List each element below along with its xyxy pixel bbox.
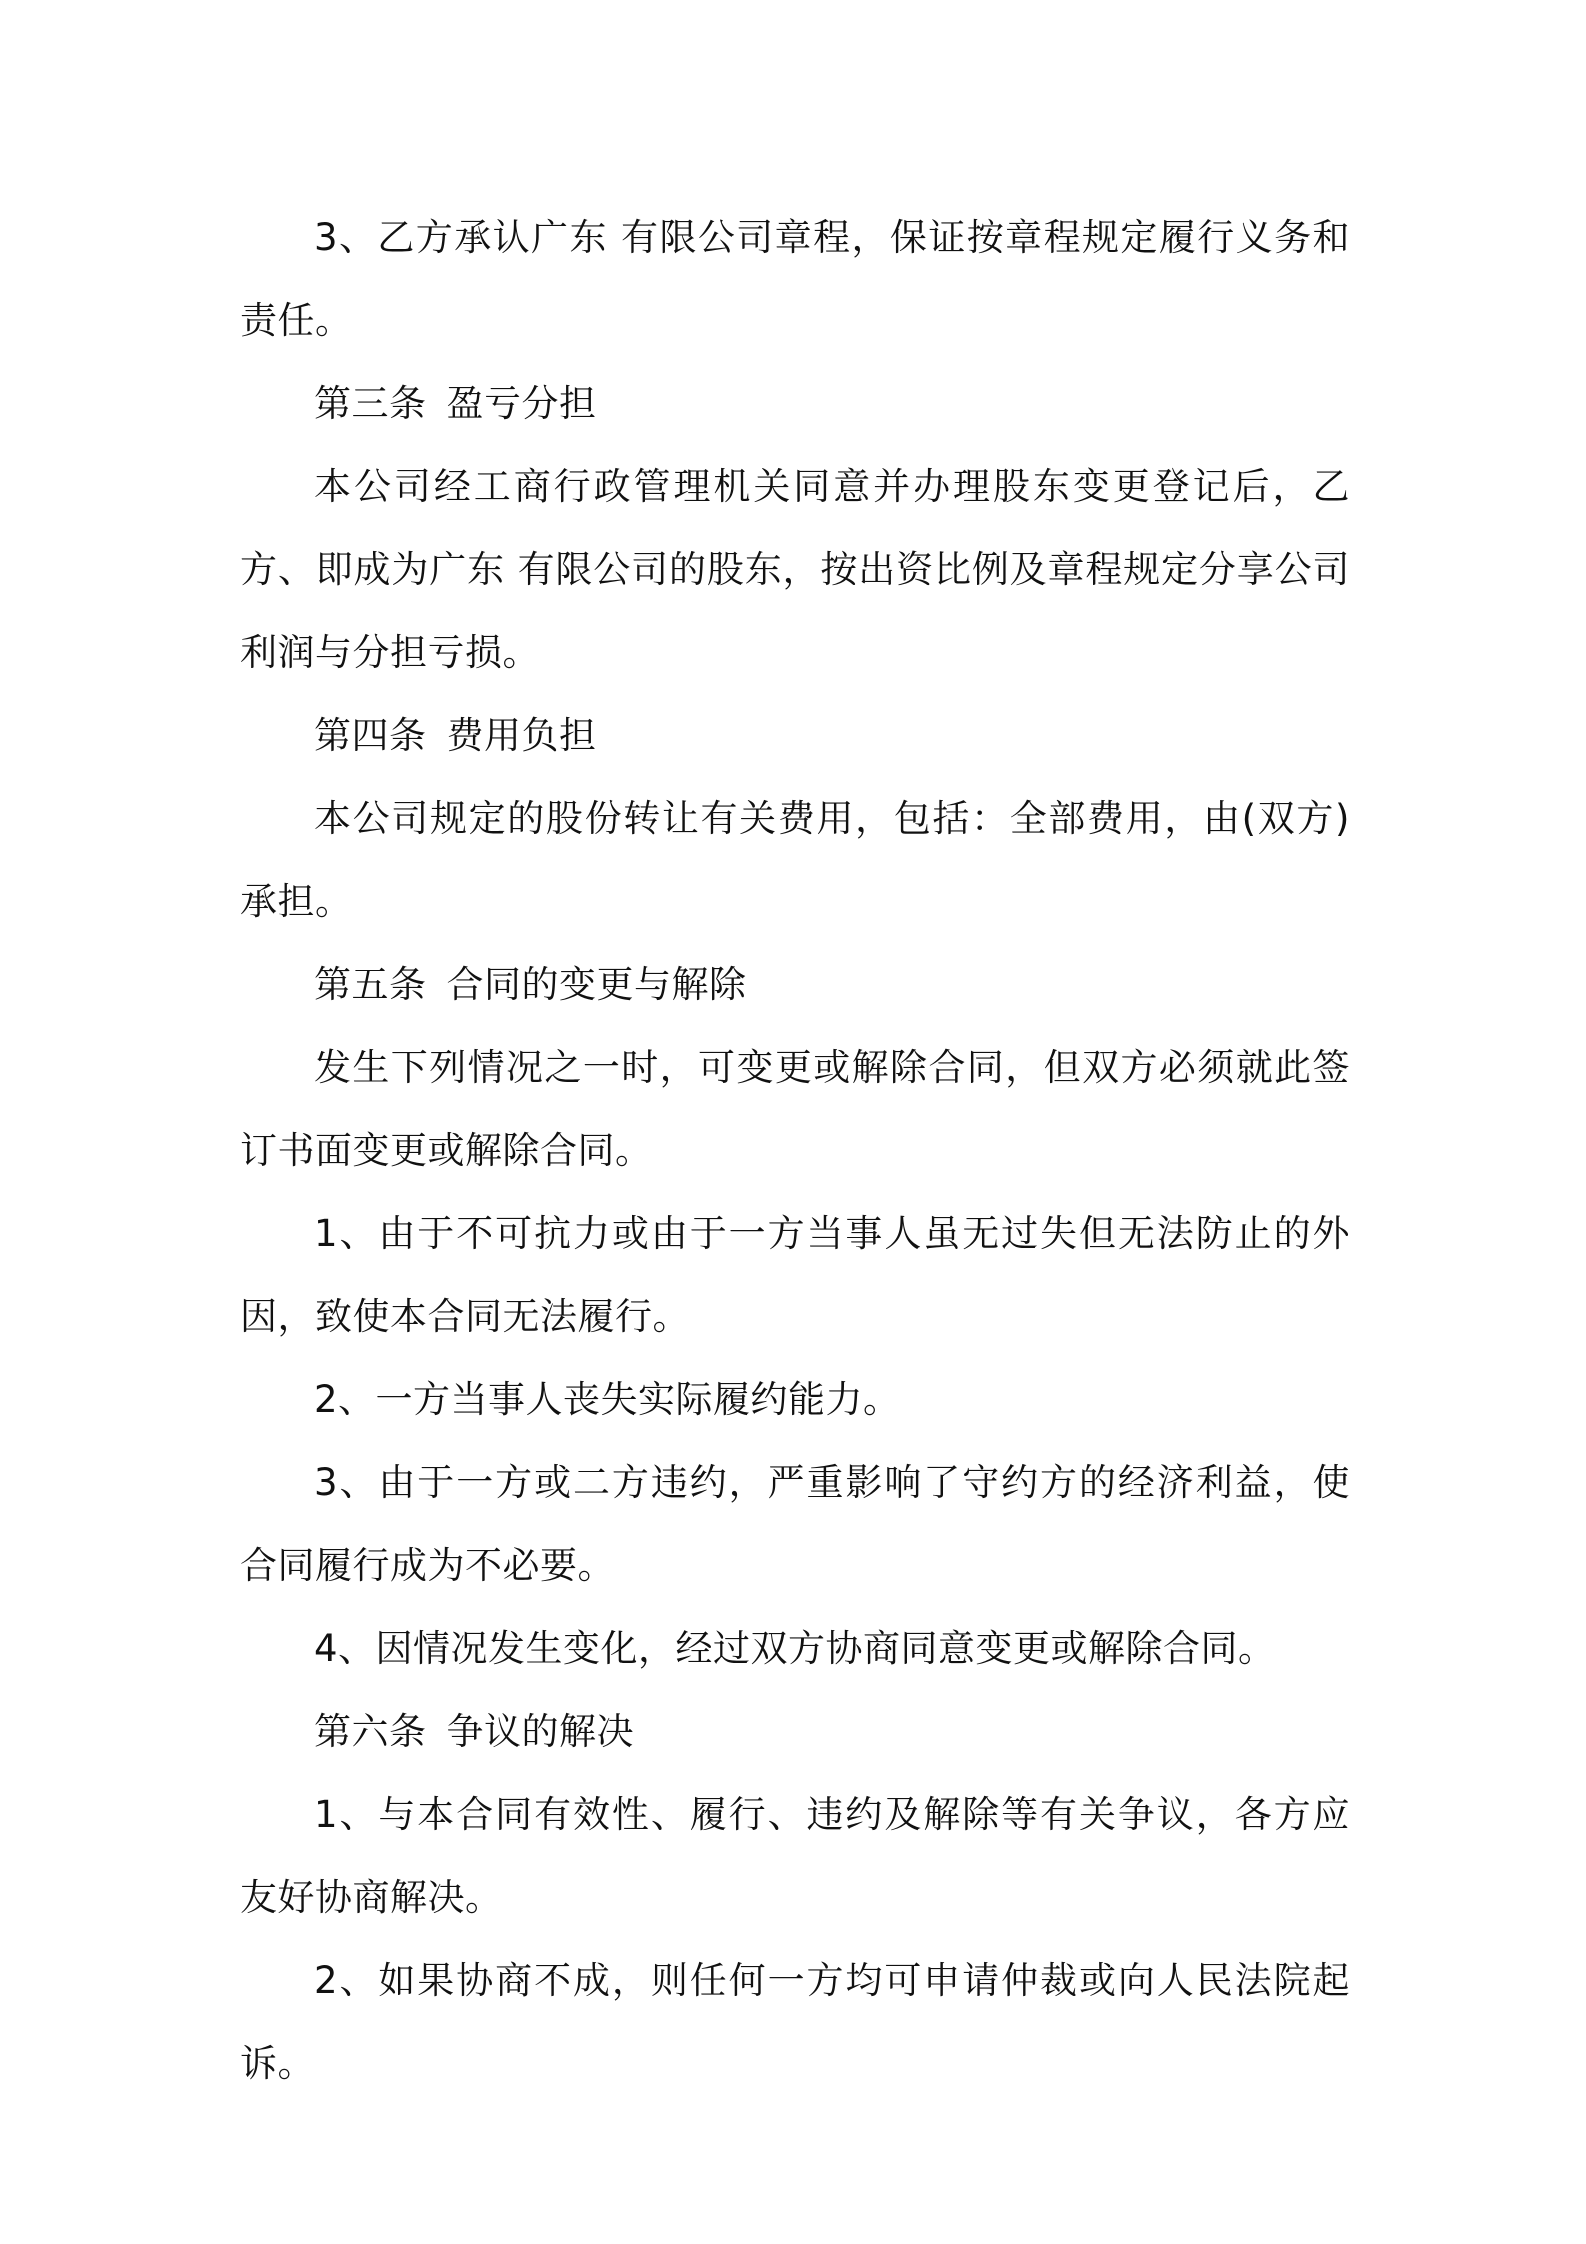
paragraph-dispute-item-1: 1、与本合同有效性、履行、违约及解除等有关争议，各方应友好协商解决。 (240, 1793, 1350, 1919)
paragraph-clause-3: 3、乙方承认广东 有限公司章程，保证按章程规定履行义务和责任。 (240, 216, 1350, 342)
document-body (240, 196, 1350, 2105)
paragraph-profit-loss: 本公司经工商行政管理机关同意并办理股东变更登记后，乙方、即成为广东 有限公司的股东，按出资比例及章程规定分享公司利润与分担亏损。 (240, 465, 1350, 674)
paragraph-dispute-item-2: 2、如果协商不成，则任何一方均可申请仲裁或向人民法院起诉。 (240, 1959, 1350, 2085)
article-title: 争议的解决 (446, 1710, 634, 1753)
article-number: 第六条 (314, 1710, 427, 1753)
article-heading-6 (240, 1690, 1350, 1773)
article-title: 费用负担 (446, 714, 597, 757)
article-heading-3 (240, 362, 1350, 445)
article-number: 第四条 (314, 714, 427, 757)
article-heading-5 (240, 943, 1350, 1026)
paragraph-change-item-2: 2、一方当事人丧失实际履约能力。 (314, 1378, 901, 1421)
article-number: 第五条 (314, 963, 427, 1006)
paragraph-change-item-3: 3、由于一方或二方违约，严重影响了守约方的经济利益，使合同履行成为不必要。 (240, 1461, 1350, 1587)
article-heading-4 (240, 694, 1350, 777)
paragraph-change-item-4: 4、因情况发生变化，经过双方协商同意变更或解除合同。 (314, 1627, 1276, 1670)
article-title: 盈亏分担 (446, 382, 597, 425)
paragraph-change-item-1: 1、由于不可抗力或由于一方当事人虽无过失但无法防止的外因，致使本合同无法履行。 (240, 1212, 1350, 1338)
article-number: 第三条 (314, 382, 427, 425)
article-title: 合同的变更与解除 (446, 963, 747, 1006)
paragraph-fees: 本公司规定的股份转让有关费用，包括：全部费用，由(双方)承担。 (240, 797, 1350, 923)
paragraph-change-intro: 发生下列情况之一时，可变更或解除合同，但双方必须就此签订书面变更或解除合同。 (240, 1046, 1350, 1172)
